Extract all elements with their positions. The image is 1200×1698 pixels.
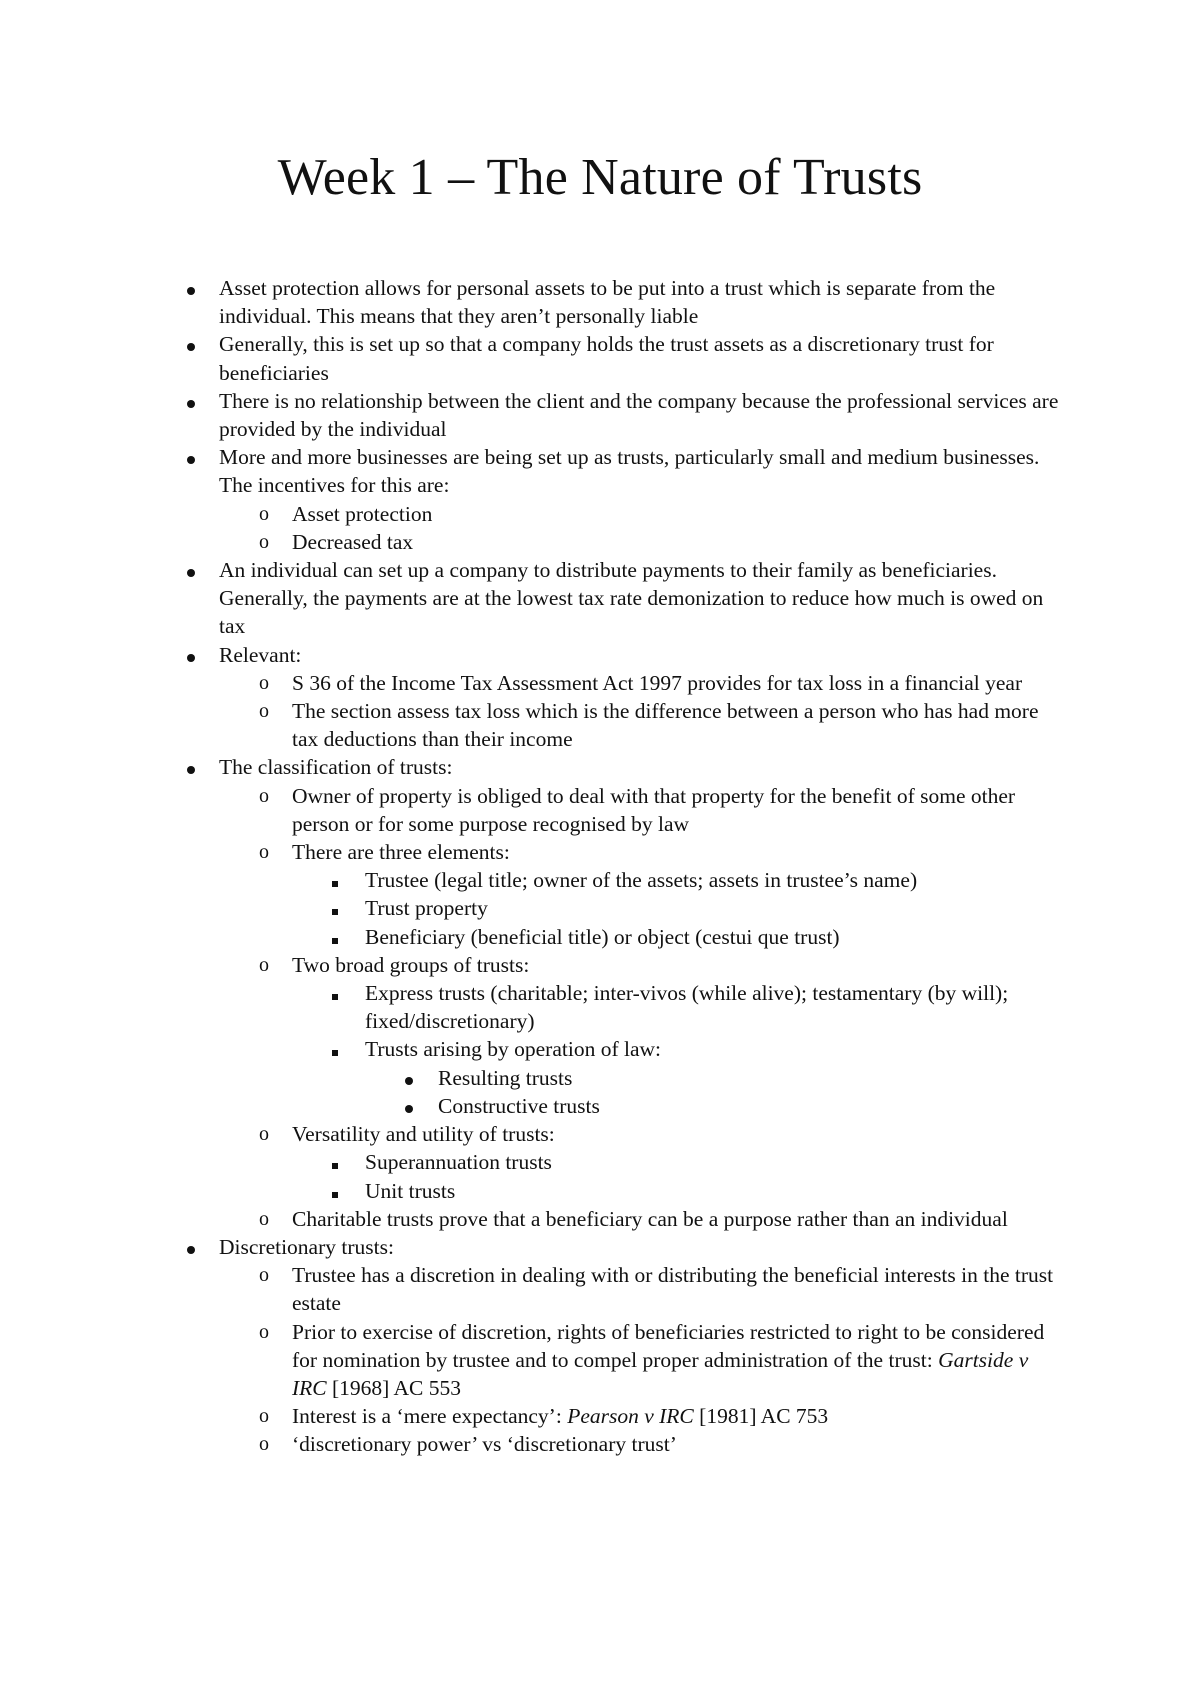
list-item-text bbox=[365, 896, 488, 920]
list-item bbox=[259, 1261, 1062, 1317]
bullet-icon bbox=[187, 274, 195, 302]
text-segment: Asset protection allows for personal assets to be put into a trust which is separate from the individual. This means that they aren’t personally liable bbox=[219, 276, 996, 329]
text-segment: ‘discretionary power’ vs ‘discretionary trust’ bbox=[292, 1432, 677, 1457]
list-item bbox=[219, 330, 1059, 386]
list-item bbox=[365, 866, 1065, 894]
list-item bbox=[219, 556, 1059, 641]
list-item-text bbox=[219, 389, 1058, 441]
list-item bbox=[219, 443, 1059, 499]
list-item-text bbox=[292, 840, 510, 864]
text-segment: Unit trusts bbox=[365, 1178, 456, 1203]
list-item-text bbox=[219, 1235, 394, 1259]
square-bullet-icon bbox=[332, 979, 338, 1007]
bullet-list bbox=[0, 274, 1200, 1459]
circle-bullet-marker: o bbox=[259, 1264, 269, 1287]
circle-bullet-marker: o bbox=[259, 530, 269, 553]
bullet-icon bbox=[405, 1092, 413, 1120]
bullet-icon bbox=[187, 1233, 195, 1261]
square-bullet-icon bbox=[332, 923, 338, 951]
list-item bbox=[259, 669, 1062, 697]
list-item-text bbox=[365, 981, 1008, 1033]
bullet-icon bbox=[187, 556, 195, 584]
text-segment: Trust property bbox=[365, 896, 488, 921]
list-item-text bbox=[292, 1207, 1008, 1231]
text-segment: There is no relationship between the client and the company because the professional services are provided by the individual bbox=[219, 388, 1059, 442]
list-item-text bbox=[292, 502, 432, 526]
list-item-text bbox=[365, 1179, 455, 1203]
circle-bullet-marker: o bbox=[259, 671, 269, 694]
list-item-text bbox=[219, 643, 301, 667]
list-item bbox=[365, 1177, 1065, 1205]
list-item-text bbox=[438, 1066, 572, 1090]
list-item bbox=[365, 923, 1065, 951]
list-item bbox=[365, 1035, 1065, 1063]
text-segment: Trustee (legal title; owner of the assets; assets in trustee’s name) bbox=[365, 868, 918, 893]
list-item-text bbox=[219, 332, 994, 384]
list-item-text bbox=[292, 699, 1039, 751]
list-item-text bbox=[292, 953, 529, 977]
list-item bbox=[365, 894, 1065, 922]
text-segment: Discretionary trusts: bbox=[219, 1234, 394, 1259]
list-item-text bbox=[219, 445, 1039, 497]
text-segment: Trusts arising by operation of law: bbox=[365, 1037, 662, 1062]
list-item-text bbox=[365, 868, 917, 892]
list-item bbox=[259, 1430, 1062, 1458]
text-segment: Beneficiary (beneficial title) or object (cestui que trust) bbox=[365, 924, 840, 949]
circle-bullet-marker: o bbox=[259, 953, 269, 976]
text-segment: An individual can set up a company to distribute payments to their family as beneficiaries. Generally, the payments are at the lowest tax rate demonization to reduce how much is owed on tax bbox=[219, 558, 1044, 639]
list-item-text bbox=[292, 1320, 1044, 1400]
text-segment: The section assess tax loss which is the difference between a person who has had more tax deductions than their income bbox=[292, 699, 1039, 752]
page-title: Week 1 – The Nature of Trusts bbox=[277, 149, 923, 206]
text-segment: Constructive trusts bbox=[438, 1093, 600, 1118]
list-item bbox=[365, 1148, 1065, 1176]
list-item bbox=[259, 782, 1062, 838]
text-segment: Two broad groups of trusts: bbox=[292, 952, 530, 977]
bullet-icon bbox=[187, 330, 195, 358]
text-segment: The classification of trusts: bbox=[219, 755, 453, 780]
text-segment: Trustee has a discretion in dealing with or distributing the beneficial interests in the trust estate bbox=[292, 1263, 1054, 1316]
list-item bbox=[219, 753, 1059, 781]
case-citation: Pearson v IRC bbox=[567, 1404, 694, 1429]
list-item bbox=[365, 979, 1065, 1035]
list-item-text bbox=[292, 530, 413, 554]
list-item-text bbox=[219, 276, 995, 328]
list-item-text bbox=[292, 1263, 1053, 1315]
circle-bullet-marker: o bbox=[259, 502, 269, 525]
text-segment: Charitable trusts prove that a beneficiary can be a purpose rather than an individual bbox=[292, 1206, 1008, 1231]
square-bullet-icon bbox=[332, 1035, 338, 1063]
text-segment: Generally, this is set up so that a company holds the trust assets as a discretionary trust for beneficiaries bbox=[219, 332, 994, 385]
list-item-text bbox=[438, 1094, 600, 1118]
text-segment: Interest is a ‘mere expectancy’: bbox=[292, 1404, 568, 1429]
list-item bbox=[259, 838, 1062, 866]
list-item bbox=[259, 528, 1062, 556]
list-item bbox=[259, 1402, 1062, 1430]
square-bullet-icon bbox=[332, 894, 338, 922]
list-item-text bbox=[365, 1150, 552, 1174]
list-item-text bbox=[219, 558, 1043, 638]
text-segment: Resulting trusts bbox=[438, 1065, 573, 1090]
list-item bbox=[259, 500, 1062, 528]
text-segment: Asset protection bbox=[292, 501, 433, 526]
text-segment: [1981] AC 753 bbox=[693, 1404, 829, 1429]
circle-bullet-marker: o bbox=[259, 1320, 269, 1343]
circle-bullet-marker: o bbox=[259, 1405, 269, 1428]
text-segment: Owner of property is obliged to deal with that property for the benefit of some other person or for some purpose recognised by law bbox=[292, 783, 1016, 836]
list-item bbox=[259, 951, 1062, 979]
list-item bbox=[259, 1318, 1062, 1403]
list-item-text bbox=[292, 1122, 555, 1146]
text-segment: Express trusts (charitable; inter-vivos (while alive); testamentary (by will); fixed/discretionary) bbox=[365, 981, 1009, 1034]
list-item bbox=[259, 1205, 1062, 1233]
text-segment: Decreased tax bbox=[292, 529, 414, 554]
text-segment: S 36 of the Income Tax Assessment Act 1997 provides for tax loss in a financial year bbox=[292, 670, 1023, 695]
text-segment: Prior to exercise of discretion, rights of beneficiaries restricted to right to be considered for nomination by trustee and to compel proper administration of the trust: bbox=[292, 1319, 1045, 1372]
list-item bbox=[438, 1064, 1058, 1092]
list-item bbox=[219, 641, 1059, 669]
list-item-text bbox=[292, 1432, 677, 1456]
list-item-text bbox=[365, 1037, 661, 1061]
text-segment: Relevant: bbox=[219, 642, 302, 667]
circle-bullet-marker: o bbox=[259, 784, 269, 807]
circle-bullet-marker: o bbox=[259, 1433, 269, 1456]
list-item-text bbox=[292, 1404, 828, 1428]
circle-bullet-marker: o bbox=[259, 841, 269, 864]
text-segment: There are three elements: bbox=[292, 840, 510, 865]
square-bullet-icon bbox=[332, 1177, 338, 1205]
list-item-text bbox=[292, 784, 1015, 836]
case-citation: Gartside v IRC bbox=[292, 1347, 1029, 1400]
list-item bbox=[438, 1092, 1058, 1120]
list-item bbox=[219, 387, 1059, 443]
list-item bbox=[259, 1120, 1062, 1148]
square-bullet-icon bbox=[332, 1148, 338, 1176]
bullet-icon bbox=[405, 1064, 413, 1092]
list-item bbox=[219, 1233, 1059, 1261]
bullet-icon bbox=[187, 443, 195, 471]
list-item-text bbox=[365, 925, 840, 949]
circle-bullet-marker: o bbox=[259, 1123, 269, 1146]
text-segment: Versatility and utility of trusts: bbox=[292, 1122, 555, 1147]
bullet-icon bbox=[187, 641, 195, 669]
bullet-icon bbox=[187, 753, 195, 781]
bullet-icon bbox=[187, 387, 195, 415]
list-item-text bbox=[292, 671, 1022, 695]
circle-bullet-marker: o bbox=[259, 1207, 269, 1230]
text-segment: Superannuation trusts bbox=[365, 1150, 552, 1175]
list-item-text bbox=[219, 755, 452, 779]
list-item bbox=[259, 697, 1062, 753]
circle-bullet-marker: o bbox=[259, 700, 269, 723]
text-segment: [1968] AC 553 bbox=[326, 1375, 462, 1400]
square-bullet-icon bbox=[332, 866, 338, 894]
list-item bbox=[219, 274, 1059, 330]
text-segment: More and more businesses are being set up as trusts, particularly small and medium businesses. The incentives for this are: bbox=[219, 445, 1040, 498]
